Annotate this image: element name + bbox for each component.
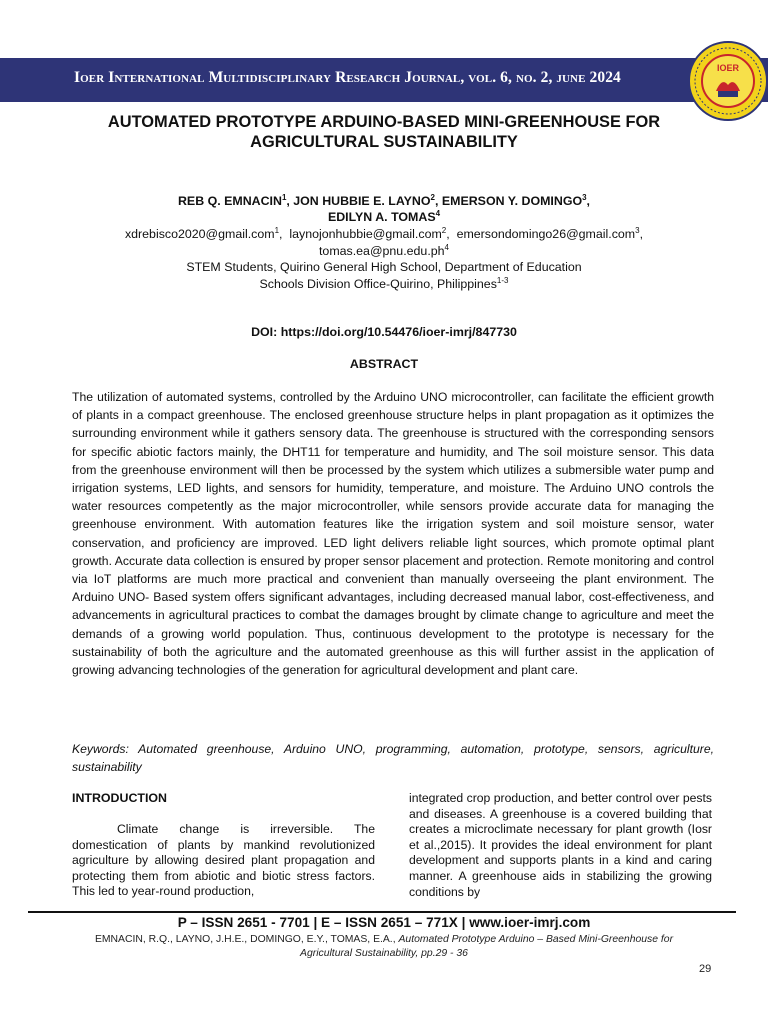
journal-header-banner [0, 58, 768, 102]
citation-title: Automated Prototype Arduino – Based Mini-Greenhouse for Agricultural Sustainability, pp.29 - 36 [300, 934, 674, 959]
author-emails: xdrebisco2020@gmail.com$^1$, laynojonhubbie@gmail.com$^2$, emersondomingo26@gmail.com$^3$, $tomas.ea@pnu.edu.ph^4$ [124, 225, 644, 258]
author-name: JON HUBBIE E. LAYNO [293, 194, 431, 208]
author-name: REB Q. EMNACIN [177, 194, 282, 208]
doi-link[interactable]: DOI: https://doi.org/10.54476/ioer-imrj/847730 [251, 325, 517, 339]
introduction-heading: INTRODUCTION [72, 791, 167, 805]
introduction-right-column: integrated crop production, and better control over pests and diseases. A greenhouse is a covered building that creates a microclimate necessary for plant growth (Iosr et al.,2015). It provides the ideal environment for plant development and supports plants in a kind and caring manner. A greenhouse aids in stabilizing the growing conditions by [409, 791, 712, 899]
abstract-body: The utilization of automated systems, controlled by the Arduino UNO microcontroller, can facilitate the efficient growth of plants in a compact greenhouse. The enclosed greenhouse structure helps in plant propagation as it optimizes the surrounding environment while it gathers sensory data. The greenhouse is structured with the corresponding sensors for specific abiotic factors mainly, the DHT11 for temperature and humidity, and The soil moisture sensor. This data from the greenhouse environment will then be processed by the system which utilizes a submersible water pump and irrigation systems, LED lights, and sensors for humidity, temperature, and moisture. The Arduino UNO controls the water resources competently as the major microcontroller, while sensors provide accurate data for managing the greenhouse environment. With automation features like the irrigation system and soil moisture sensor, water conservation, and proficiency are improved. LED light delivers reliable light sources, which promote optimal plant growth. Accurate data collection is ensured by proper sensor placement and protection. Remote monitoring and control via IoT platforms are much more practical and convenient than manually overseeing the plant environment. The Arduino UNO- Based system offers significant advantages, including decreased manual labor, cost-effectiveness, and advancements in agricultural practices to combat the damages brought by climate change to agriculture and meet the demands of a growing world population. Thus, continuous development to the prototype is necessary for the sustainability of both the agriculture and the automated greenhouse as this will further assist in the application of growing advancing technologies of the generation for agricultural development and plant care. [72, 390, 714, 678]
affiliation-line-2: Schools Division Office-Quirino, Philippines [259, 276, 497, 291]
ioer-seal-logo [688, 41, 768, 121]
citation-authors: EMNACIN, R.Q., LAYNO, J.H.E., DOMINGO, E.Y., TOMAS, E.A., [94, 934, 399, 945]
introduction-left-column: Climate change is irreversible. The domestication of plants by mankind revolutionized agriculture by allowing desired plant propagation and protecting them from abiotic and biotic stress factors. This led to year-round production, [72, 822, 375, 899]
seal-text: IOER [716, 63, 740, 73]
title-line-2: AGRICULTURAL SUSTAINABILITY [250, 133, 518, 151]
email-link[interactable]: emersondomingo26@gmail.com [456, 227, 636, 241]
citation [80, 933, 688, 961]
author-name: EDILYN A. TOMAS [327, 210, 436, 224]
paper-title [0, 112, 768, 152]
affiliation: STEM Students, Quirino General High School, Department of Education Schools Division Office-Quirino, Philippines$^{1-3}$ [0, 259, 768, 292]
page-number: 29 [699, 963, 712, 975]
issn-line: P – ISSN 2651 - 7701 | E – ISSN 2651 – 771X | www.ioer-imrj.com [177, 915, 591, 930]
footer-divider [28, 911, 736, 913]
email-link[interactable]: xdrebisco2020@gmail.com [124, 227, 275, 241]
keywords: Keywords: Automated greenhouse, Arduino UNO, programming, automation, prototype, sensors, agriculture, sustainability [72, 742, 714, 775]
title-line-1: AUTOMATED PROTOTYPE ARDUINO-BASED MINI-GREENHOUSE FOR [107, 113, 661, 131]
email-link[interactable]: tomas.ea@pnu.edu.ph [318, 243, 445, 258]
journal-title: Ioer International Multidisciplinary Research Journal, vol. 6, no. 2, june 2024 [74, 69, 621, 86]
affiliation-line-1: STEM Students, Quirino General High School, Department of Education [186, 260, 582, 274]
email-link[interactable]: laynojonhubbie@gmail.com [289, 227, 442, 241]
abstract-heading: ABSTRACT [349, 357, 419, 371]
author-list: REB Q. EMNACIN$^1$, JON HUBBIE E. LAYNO$^2$, EMERSON Y. DOMINGO$^3$, EDILYN A. TOMAS$^4$ [177, 192, 590, 224]
author-name: EMERSON Y. DOMINGO [441, 194, 583, 208]
